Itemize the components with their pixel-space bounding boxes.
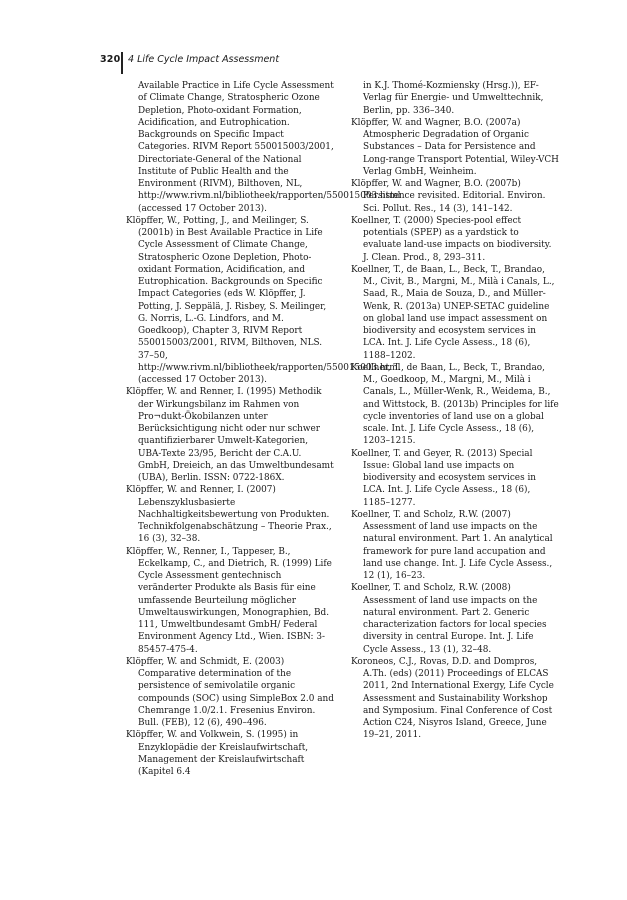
reference-entry: Klöpffer, W. and Volkwein, S. (1995) in Enzyklopädie der Kreislaufwirtschaft, Management der Kreislaufwirtschaft (Kapitel 6.4 [126,730,309,777]
page-header [100,52,570,74]
reference-entry: Koellner, T., de Baan, L., Beck, T., Brandao, M., Goedkoop, M., Margni, M., Milà i Canals, L., Müller-Wenk, R., Weidema, B., and Wittstock, B. (2013b) Principles for life cycle inventories of land use on a global scale. Int. J. Life Cycle Assess., 18 (6), 1203–1215. [351,362,559,447]
reference-entry: Klöpffer, W., Potting, J., and Meilinger, S. (2001b) in Best Available Practice in Life Cycle Assessment of Climate Change, Stratospheric Ozone Depletion, Photo-oxidant Formation, Acidification, and Eutrophication. Backgrounds on Specific Impact Categories (eds W. Klöpffer, J. Potting, J. Seppälä, J. Risbey, S. Meilinger, G. Norris, L.-G. Lindfors, and M. Goedkoop), Chapter 3, RIVM Report 550015003/2001, RIVM, Bilthoven, NLS. 37–50, http://www.rivm.nl/bibliotheek/rapporten/550015003.html (accessed 17 October 2013). [126,215,401,385]
header-divider [121,52,123,74]
reference-entry: in K.J. Thomé-Kozmiensky (Hrsg.)), EF-Verlag für Energie- und Umwelttechnik, Berlin, pp. 336–340. [363,81,544,116]
reference-entry: Koellner, T. and Scholz, R.W. (2008) Assessment of land use impacts on the natural environment. Part 2. Generic characterization factors for local species diversity in central Europe. Int. J. Life Cycle Assess., 13 (1), 32–48. [351,583,547,655]
reference-entry: Klöpffer, W. and Renner, I. (2007) Lebenszyklusbasierte Nachhaltigkeitsbewertung von Produkten. Technikfolgenabschätzung – Theorie Prax., 16 (3), 32–38. [126,485,332,545]
references-left-column [126,80,401,778]
page-number: 320 [100,54,121,65]
reference-entry: Koellner, T., de Baan, L., Beck, T., Brandao, M., Civit, B., Margni, M., Milà i Canals, L., Saad, R., Maia de Souza, D., and Müller-Wenk, R. (2013a) UNEP-SETAC guideline on global land use impact assessment on biodiversity and ecosystem services in LCA. Int. J. Life Cycle Assess., 18 (6), 1188–1202. [351,264,555,361]
reference-entry: Klöpffer, W. and Wagner, B.O. (2007b) Persistence revisited. Editorial. Environ. Sci. Pollut. Res., 14 (3), 141–142. [351,179,546,214]
reference-entry: Klöpffer, W., Renner, I., Tappeser, B., Eckelkamp, C., and Dietrich, R. (1999) Life Cycle Assessment gentechnisch veränderter Produkte als Basis für eine umfassende Beurteilung möglicher Umweltauswirkungen, Monographien, Bd. 111, Umweltbundesamt GmbH/ Federal Environment Agency Ltd., Wien. ISBN: 3-85457-475-4. [126,546,332,655]
reference-entry: Klöpffer, W. and Schmidt, E. (2003) Comparative determination of the persistence of semivolatile organic compounds (SOC) using SimpleBox 2.0 and Chemrange 1.0/2.1. Fresenius Environ. Bull. (FEB), 12 (6), 490–496. [126,656,334,728]
reference-entry: Klöpffer, W. and Wagner, B.O. (2007a) Atmospheric Degradation of Organic Substances – Data for Persistence and Long-range Transport Potential, Wiley-VCH Verlag GmbH, Weinheim. [351,117,559,177]
reference-entry: Koroneos, C.J., Rovas, D.D. and Dompros, A.Th. (eds) (2011) Proceedings of ELCAS 2011, 2nd International Exergy, Life Cycle Assessment and Sustainability Workshop and Symposium. Final Conference of Cost Action C24, Nisyros Island, Greece, June 19–21, 2011. [351,656,554,741]
references-right-column [351,80,559,742]
reference-entry: Koellner, T. and Scholz, R.W. (2007) Assessment of land use impacts on the natural environment. Part 1. An analytical framework for pure land accupation and land use change. Int. J. Life Cycle Assess., 12 (1), 16–23. [351,509,553,581]
reference-entry: Klöpffer, W. and Renner, I. (1995) Methodik der Wirkungsbilanz im Rahmen von Pro¬dukt-Ökobilanzen unter Berücksichtigung nicht oder nur schwer quantifizierbarer Umwelt-Kategorien, UBA-Texte 23/95, Bericht der C.A.U. GmbH, Dreieich, an das Umweltbundesamt (UBA), Berlin. ISSN: 0722-186X. [126,387,334,483]
running-title: 4 Life Cycle Impact Assessment [128,54,280,65]
reference-entry: Available Practice in Life Cycle Assessment of Climate Change, Stratospheric Ozone Depletion, Photo-oxidant Formation, Acidification, and Eutrophication. Backgrounds on Specific Impact Categories. RIVM Report 550015003/2001, Directoriate-General of the National Institute of Public Health and the Environment (RIVM), Bilthoven, NL, http://www.rivm.nl/bibliotheek/rapporten/550015003.html (accessed 17 October 2013). [138,81,401,214]
reference-entry: Koellner, T. and Geyer, R. (2013) Special Issue: Global land use impacts on biodiversity and ecosystem services in LCA. Int. J. Life Cycle Assess., 18 (6), 1185–1277. [351,448,536,508]
reference-entry: Koellner, T. (2000) Species-pool effect potentials (SPEP) as a yardstick to evaluate land-use impacts on biodiversity. J. Clean. Prod., 8, 293–311. [351,215,552,263]
